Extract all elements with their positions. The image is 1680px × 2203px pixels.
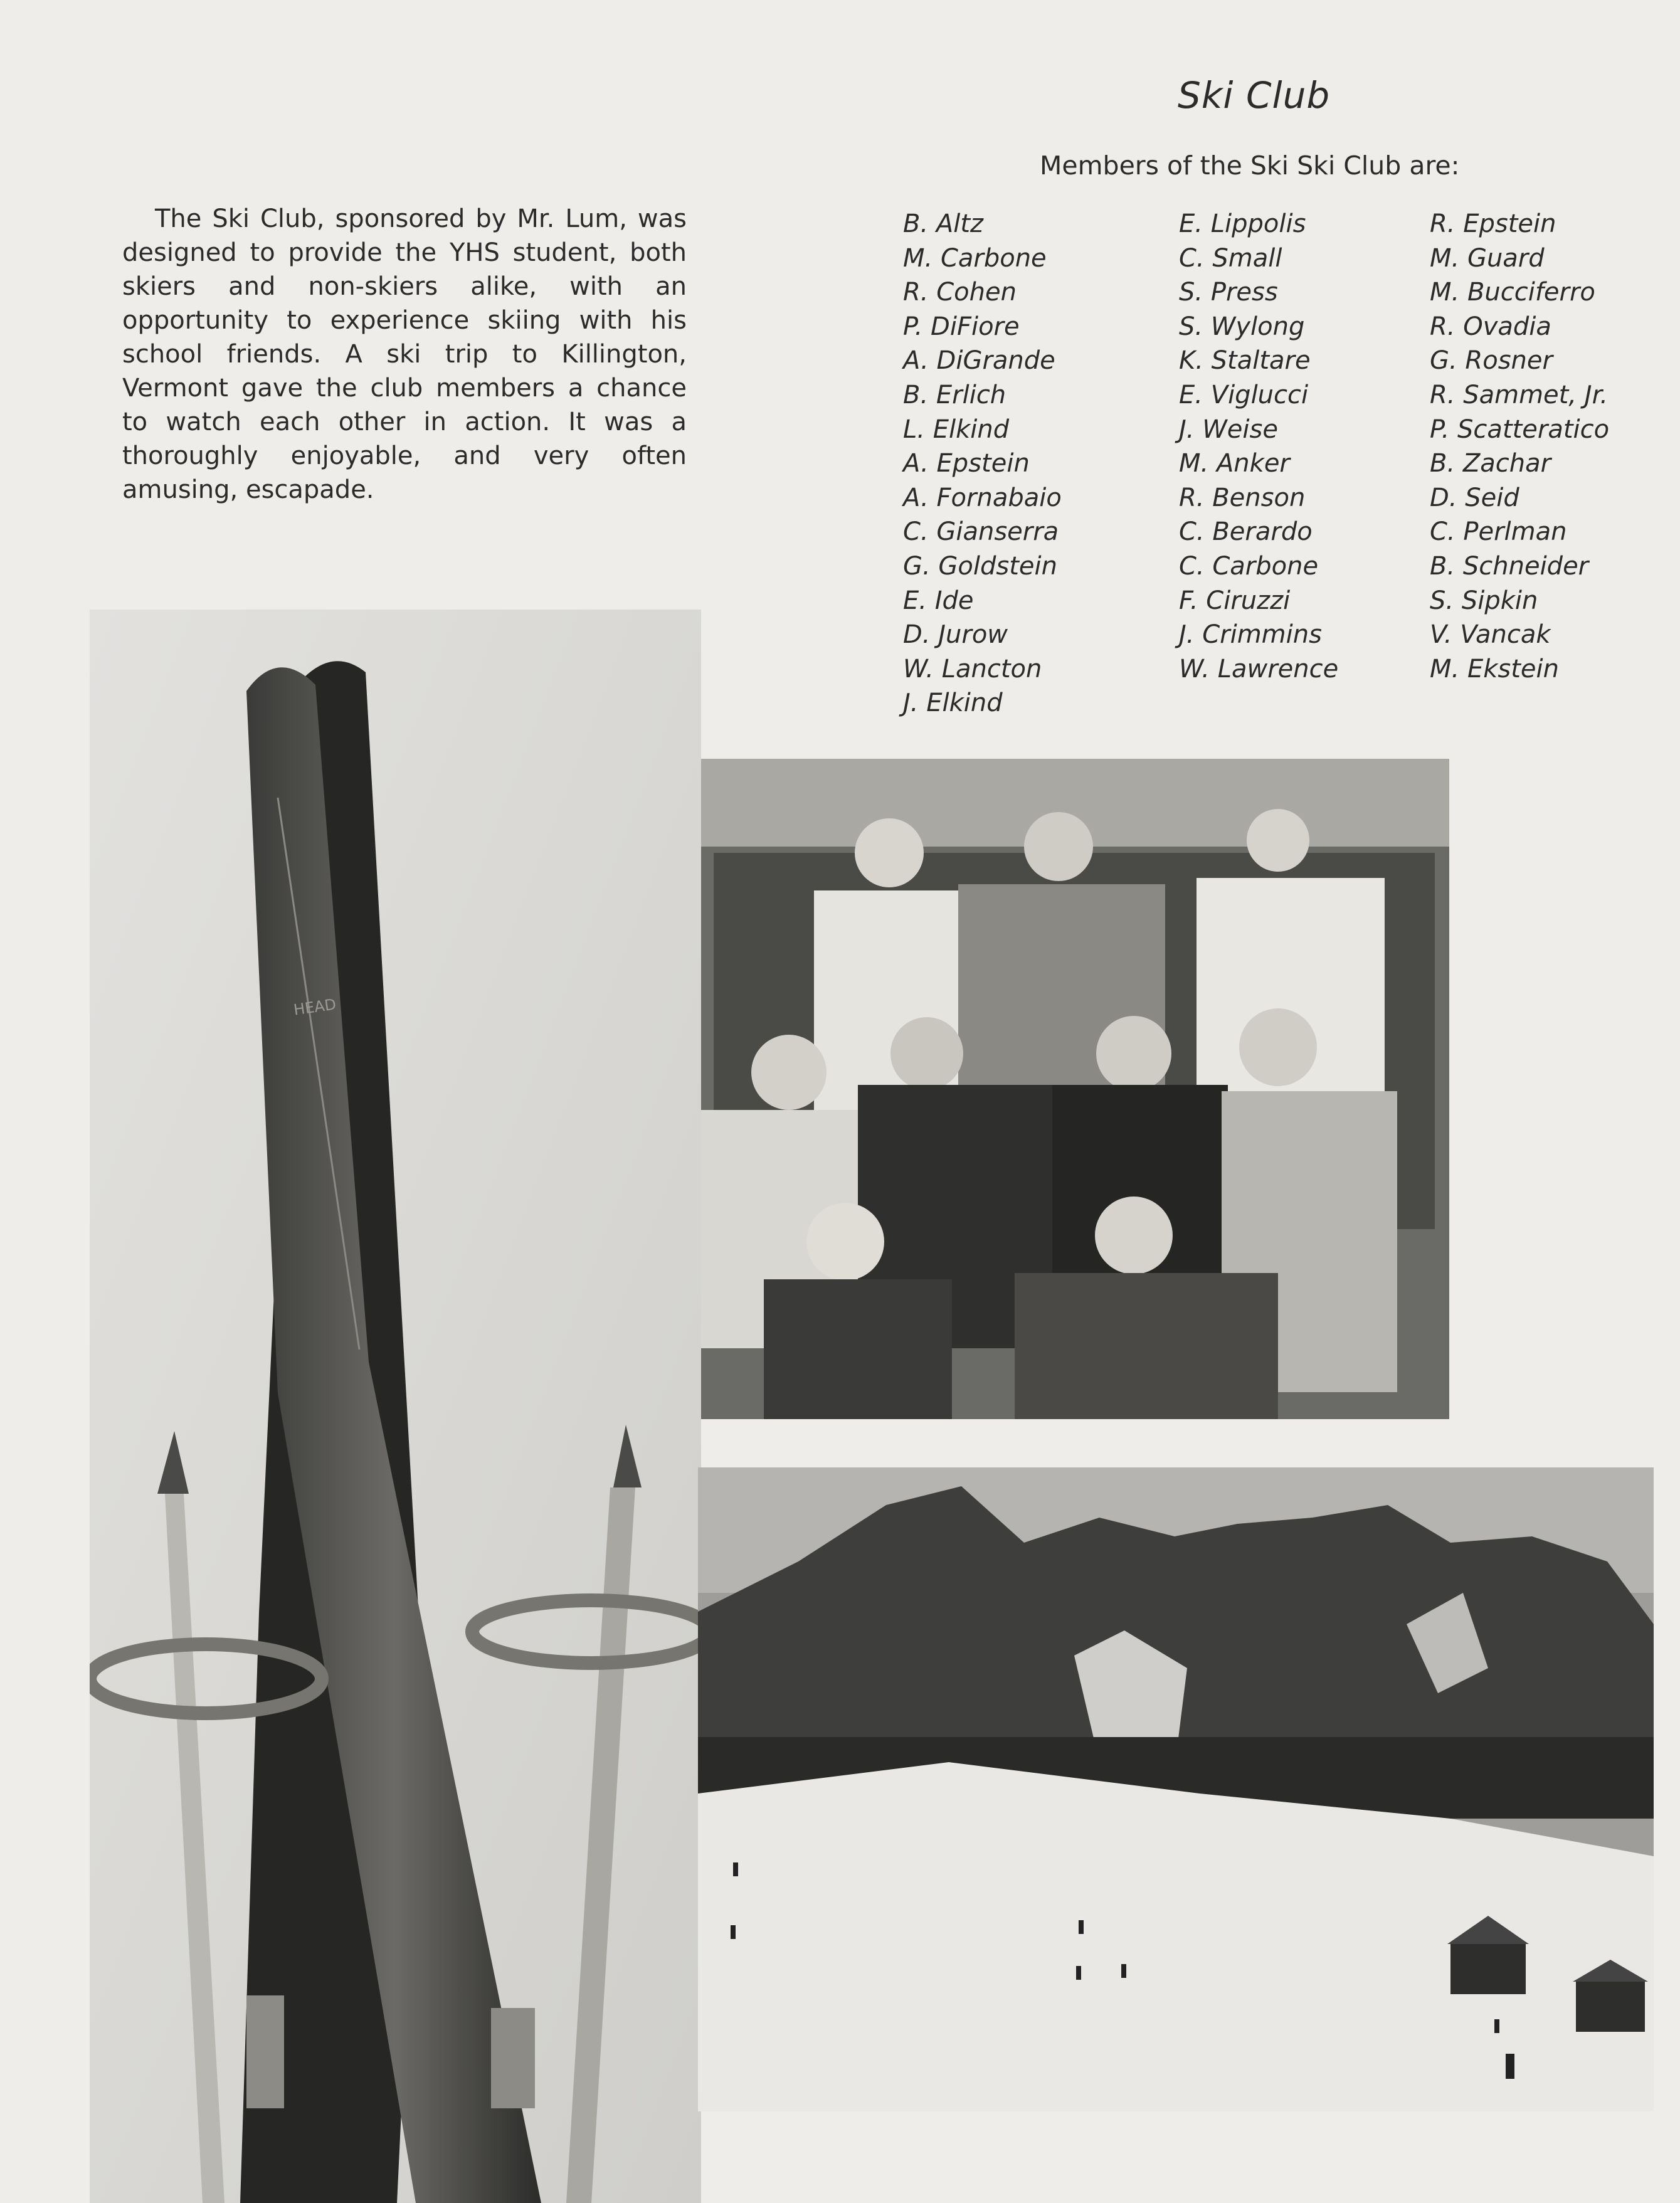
member-name: R. Sammet, Jr. <box>1430 380 1609 409</box>
club-group-photo <box>701 759 1449 1419</box>
member-name: B. Erlich <box>903 380 1006 409</box>
members-column-1 <box>903 207 1062 721</box>
member-name: J. Crimmins <box>1179 620 1322 650</box>
member-name: W. Lawrence <box>1179 654 1339 684</box>
member-name: P. Scatteratico <box>1430 415 1610 444</box>
member-name: A. Fornabaio <box>903 483 1062 512</box>
member-name: W. Lancton <box>903 654 1042 684</box>
member-name: C. Berardo <box>1179 517 1313 547</box>
member-name: G. Rosner <box>1430 346 1553 376</box>
member-name: B. Altz <box>903 209 984 238</box>
members-intro: Members of the Ski Ski Club are: <box>1040 151 1460 181</box>
member-name: C. Perlman <box>1430 517 1567 547</box>
member-name: R. Cohen <box>903 278 1017 307</box>
member-name: R. Ovadia <box>1430 312 1551 341</box>
member-name: A. Epstein <box>903 449 1030 478</box>
member-name: L. Elkind <box>903 415 1010 444</box>
member-name: F. Ciruzzi <box>1179 586 1291 615</box>
intro-paragraph: The Ski Club, sponsored by Mr. Lum, was designed to provide the YHS student, both skiers and non-skiers alike, with an opportunity to experience skiing with his school friends. A ski trip to Killington, Vermont gave the club members a chance to watch each other in action. It was a thoroughly enjoyable, and very often amusing, escapade. <box>122 204 687 504</box>
member-name: B. Schneider <box>1430 551 1589 581</box>
member-name: J. Weise <box>1179 415 1278 444</box>
member-name: E. Viglucci <box>1179 380 1309 409</box>
member-name: A. DiGrande <box>903 346 1055 376</box>
member-name: P. DiFiore <box>903 312 1020 341</box>
member-name: R. Benson <box>1179 483 1306 512</box>
member-name: G. Goldstein <box>903 551 1057 581</box>
member-name: B. Zachar <box>1430 449 1551 478</box>
member-name: S. Sipkin <box>1430 586 1538 615</box>
member-name: M. Guard <box>1430 243 1545 273</box>
member-name: S. Wylong <box>1179 312 1305 341</box>
members-column-3 <box>1430 207 1609 686</box>
member-name: J. Elkind <box>903 689 1003 718</box>
member-name: V. Vancak <box>1430 620 1551 650</box>
member-name: C. Small <box>1179 243 1282 273</box>
member-name: C. Carbone <box>1179 551 1319 581</box>
member-name: E. Ide <box>903 586 974 615</box>
member-name: M. Anker <box>1179 449 1290 478</box>
ski-brand-label: HEAD <box>292 995 337 1019</box>
member-name: M. Ekstein <box>1430 654 1559 684</box>
members-column-2 <box>1179 207 1338 686</box>
member-name: M. Carbone <box>903 243 1047 273</box>
member-name: C. Gianserra <box>903 517 1059 547</box>
mountain-landscape-photo <box>698 1467 1654 2111</box>
skis-and-poles-photo <box>90 610 701 2203</box>
member-name: K. Staltare <box>1179 346 1311 376</box>
member-name: M. Bucciferro <box>1430 278 1595 307</box>
member-name: R. Epstein <box>1430 209 1556 238</box>
member-name: E. Lippolis <box>1179 209 1306 238</box>
member-name: D. Seid <box>1430 483 1519 512</box>
page-title: Ski Club <box>1178 74 1331 117</box>
member-name: D. Jurow <box>903 620 1008 650</box>
member-name: S. Press <box>1179 278 1278 307</box>
